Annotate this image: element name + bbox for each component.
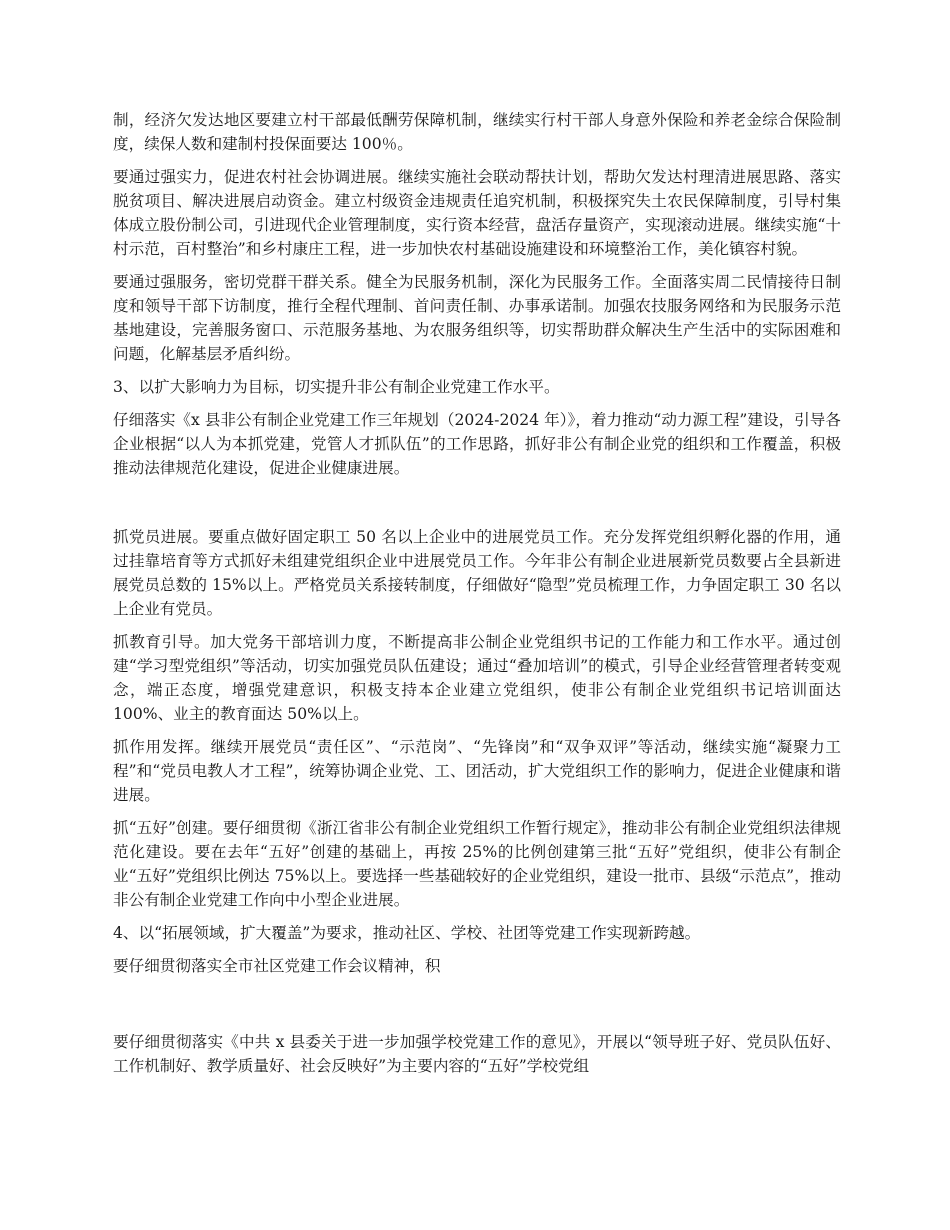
paragraph-8: 抓“五好”创建。要仔细贯彻《浙江省非公有制企业党组织工作暂行规定》，推动非公有制企业党组织法律规范化建设。要在去年“五好”创建的基础上，再按 25%的比例创建第三批“五好”党组织，使非公有制企业“五好”党组织比例达 75%以上。要选择一些基础较好的企业党组织，建设一批市、县级“示范点”，推动非公有制企业党建工作向中小型企业进展。 — [113, 819, 841, 909]
paragraph-10: 要仔细贯彻落实《中共 x 县委关于进一步加强学校党建工作的意见》，开展以“领导班子好、党员队伍好、工作机制好、教学质量好、社会反映好”为主要内容的“五好”学校党组 — [113, 1033, 841, 1075]
paragraph-9: 要仔细贯彻落实全市社区党建工作会议精神，积 — [113, 957, 441, 975]
paragraph-6: 抓教育引导。加大党务干部培训力度，不断提高非公制企业党组织书记的工作能力和工作水平。通过创建“学习型党组织”等活动，切实加强党员队伍建设；通过“叠加培训”的模式，引导企业经营管理者转变观念，端正态度，增强党建意识，积极支持本企业建立党组织，使非公有制企业党组织书记培训面达 100%、业主的教育面达 50%以上。 — [113, 633, 841, 723]
section-heading-4: 4、以“拓展领域，扩大覆盖”为要求，推动社区、学校、社团等党建工作实现新跨越。 — [113, 924, 701, 942]
paragraph-7: 抓作用发挥。继续开展党员“责任区”、“示范岗”、“先锋岗”和“双争双评”等活动，继续实施“凝聚力工程”和“党员电教人才工程”，统筹协调企业党、工、团活动，扩大党组织工作的影响力，促进企业健康和谐进展。 — [113, 738, 841, 804]
document-body — [113, 108, 841, 1087]
paragraph-4: 仔细落实《x 县非公有制企业党建工作三年规划（2024-2024 年）》，着力推动“动力源工程”建设，引导各企业根据“以人为本抓党建，党管人才抓队伍”的工作思路，抓好非公有制企业党的组织和工作覆盖，积极推动法律规范化建设，促进企业健康进展。 — [113, 411, 841, 477]
paragraph-5: 抓党员进展。要重点做好固定职工 50 名以上企业中的进展党员工作。充分发挥党组织孵化器的作用，通过挂靠培育等方式抓好未组建党组织企业中进展党员工作。今年非公有制企业进展新党员数要占全县新进展党员总数的 15%以上。严格党员关系接转制度，仔细做好“隐型”党员梳理工作，力争固定职工 30 名以上企业有党员。 — [113, 528, 841, 618]
paragraph-2: 要通过强实力，促进农村社会协调进展。继续实施社会联动帮扶计划，帮助欠发达村理清进展思路、落实脱贫项目、解决进展启动资金。建立村级资金违规责任追究机制，积极探究失土农民保障制度，引导村集体成立股份制公司，引进现代企业管理制度，实行资本经营，盘活存量资产，实现滚动进展。继续实施“十村示范，百村整治”和乡村康庄工程，进一步加快农村基础设施建设和环境整治工作，美化镇容村貌。 — [113, 168, 841, 258]
paragraph-3: 要通过强服务，密切党群干群关系。健全为民服务机制，深化为民服务工作。全面落实周二民情接待日制度和领导干部下访制度，推行全程代理制、首问责任制、办事承诺制。加强农技服务网络和为民服务示范基地建设，完善服务窗口、示范服务基地、为农服务组织等，切实帮助群众解决生产生活中的实际困难和问题，化解基层矛盾纠纷。 — [113, 273, 841, 363]
paragraph-1: 制，经济欠发达地区要建立村干部最低酬劳保障机制，继续实行村干部人身意外保险和养老金综合保险制度，续保人数和建制村投保面要达 100％。 — [113, 111, 841, 153]
section-heading-3: 3、以扩大影响力为目标，切实提升非公有制企业党建工作水平。 — [113, 378, 560, 396]
